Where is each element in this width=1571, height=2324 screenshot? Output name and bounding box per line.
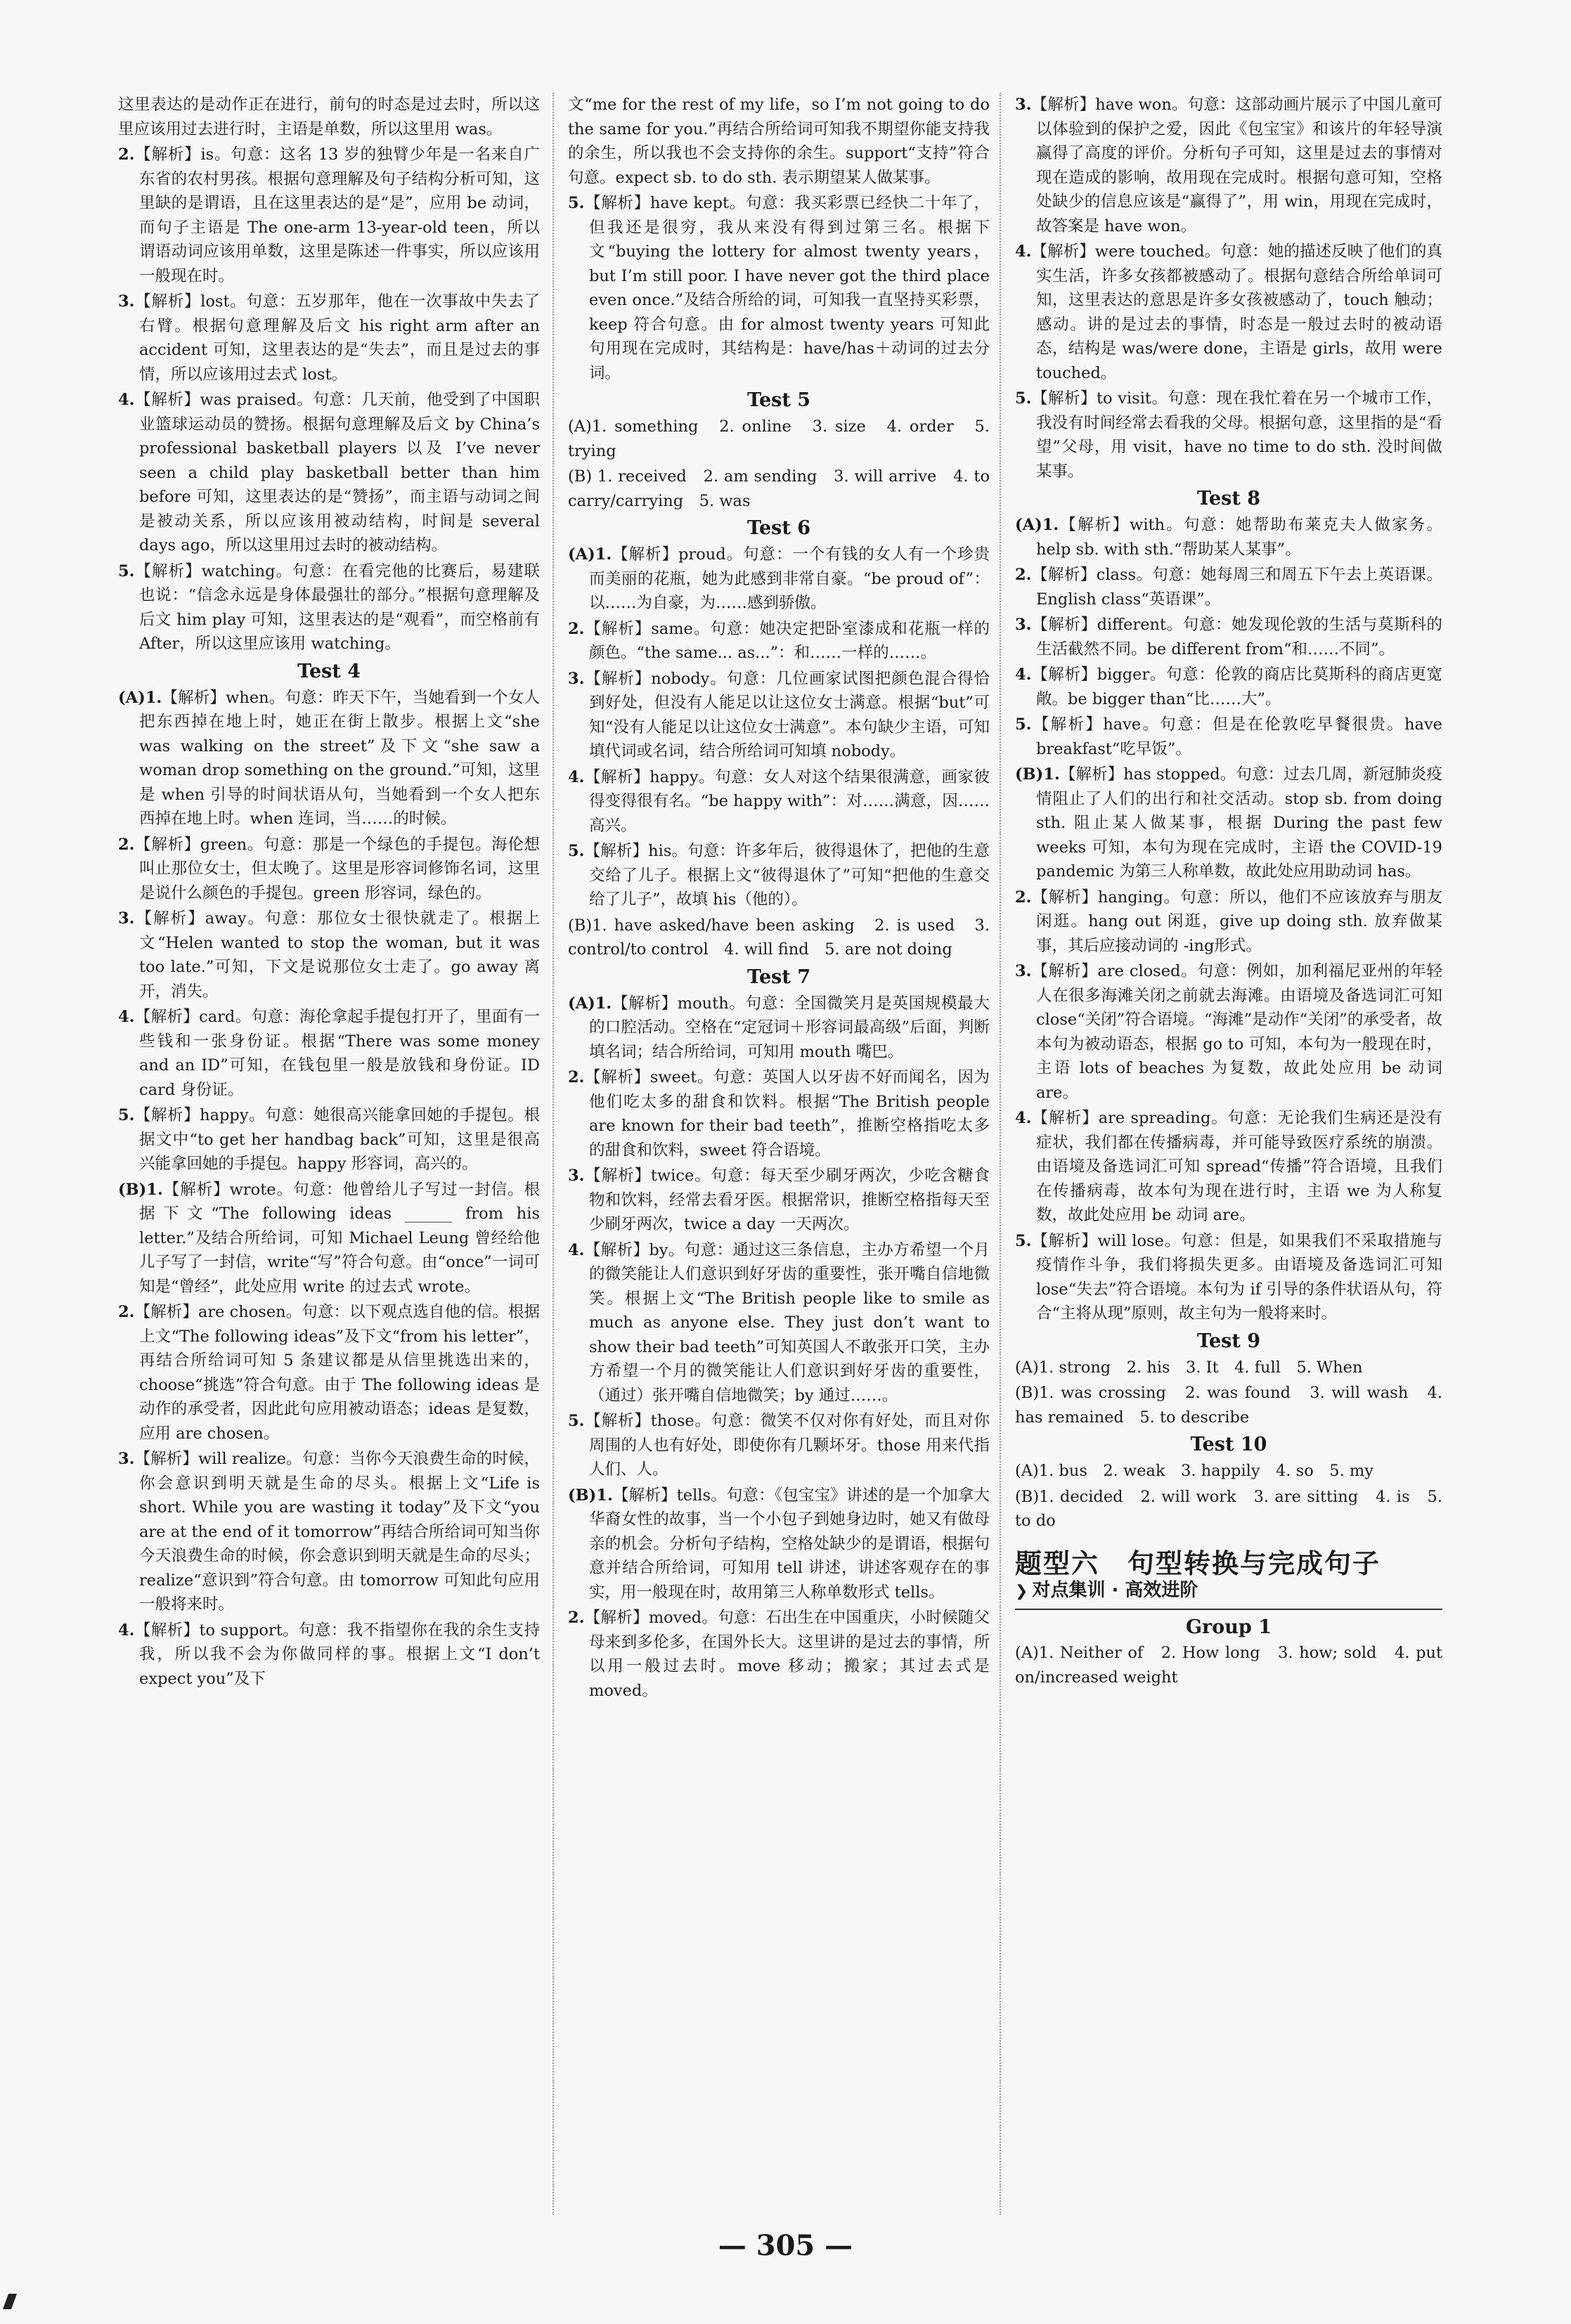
item-text: 【解析】with。句意：她帮助布莱克夫人做家务。help sb. with sth.“帮助某人某事”。 xyxy=(1036,516,1442,559)
answer-item xyxy=(118,1300,540,1446)
item-number: 4. xyxy=(568,767,585,786)
item-number: 5. xyxy=(1015,715,1032,734)
answer-item xyxy=(1015,240,1442,385)
answer-item xyxy=(568,1065,990,1162)
item-text: 【解析】happy。句意：她很高兴能拿回她的手提包。根据文中“to get her handbag back”可知，这里是很高兴能拿回她的手提包。happy 形容词，高兴的。 xyxy=(134,1106,540,1173)
answer-item xyxy=(118,93,540,141)
test-heading: Test 8 xyxy=(1196,488,1261,509)
item-number: (B)1. xyxy=(1015,765,1060,784)
item-text: 【解析】proud。句意：一个有钱的女人有一个珍贵而美丽的花瓶，她为此感到非常自豪。“be proud of”：以……为自豪，为……感到骄傲。 xyxy=(589,545,990,612)
item-number: 3. xyxy=(568,669,585,688)
item-text: 【解析】was praised。句意：几天前，他受到了中国职业篮球运动员的赞扬。根据句意理解及后文 by China’s professional basketball players 以及 I’ve never seen a child play basketball better than him before 可知，这里表达的是“赞扬”，而主语与动词之间是被动关系，所以应该用被动结构，时间是 several days ago，所以这里用过去时的被动结构。 xyxy=(134,391,540,554)
item-number: 5. xyxy=(568,842,585,860)
item-number: 2. xyxy=(568,1609,585,1627)
item-number: (A)1. xyxy=(568,545,612,564)
item-text: (B)1. have asked/have been asking 2. is used 3. control/to control 4. will find 5. are not doing xyxy=(568,916,990,959)
item-text: 【解析】green。句意：那是一个绿色的手提包。海伦想叫止那位女士，但太晚了。这里是形容词修饰名词，这里是说什么颜色的手提包。green 形容词，绿色的。 xyxy=(134,835,540,902)
answer-item xyxy=(1015,713,1442,761)
item-text: (B) 1. received 2. am sending 3. will arrive 4. to carry/carrying 5. was xyxy=(568,467,990,510)
answer-item xyxy=(118,1178,540,1299)
item-number: 4. xyxy=(1015,242,1032,261)
item-text: 【解析】same。句意：她决定把卧室漆成和花瓶一样的颜色。“the same... as...”：和……一样的……。 xyxy=(584,619,990,662)
item-text: 【解析】mouth。句意：全国微笑月是英国规模最大的口腔活动。空格在“定冠词＋形容词最高级”后面，判断填名词；结合所给词，可知用 mouth 嘴巴。 xyxy=(589,994,990,1061)
item-number: (A)1. xyxy=(568,994,612,1013)
item-text: 【解析】lost。句意：五岁那年，他在一次事故中失去了右臂。根据句意理解及后文 his right arm after an accident 可知，这里表达的是“失去”，而且是过去的事情，所以应该用过去式 lost。 xyxy=(134,292,540,384)
answer-item xyxy=(568,1484,990,1605)
answer-item xyxy=(118,559,540,656)
test-heading: Test 9 xyxy=(1196,1330,1261,1352)
item-text: 【解析】happy。句意：女人对这个结果很满意，画家彼得变得很有名。“be happy with”：对……满意，因……高兴。 xyxy=(584,767,990,835)
answer-item xyxy=(118,290,540,387)
item-number: 2. xyxy=(1015,566,1032,584)
answer-line: (A)1. Neither of 2. How long 3. how; sold 4. put on/increased weight xyxy=(1015,1644,1442,1687)
test-heading: Test 10 xyxy=(1190,1434,1267,1455)
answer-item xyxy=(118,388,540,558)
answer-item xyxy=(568,1238,990,1408)
item-number: 5. xyxy=(568,194,585,212)
item-number: 4. xyxy=(118,1621,135,1640)
item-number: 5. xyxy=(118,1106,135,1124)
item-text: 【解析】bigger。句意：伦敦的商店比莫斯科的商店更宽敞。be bigger than“比……大”。 xyxy=(1031,666,1442,708)
answer-item xyxy=(118,1005,540,1102)
answer-item xyxy=(568,1606,990,1703)
item-text: 【解析】are chosen。句意：以下观点选自他的信。根据上文“The following ideas”及下文“from his letter”，再结合所给词可知 5 条建议都是从信里挑选出来的，choose“挑选”符合句意。由于 The following ideas 是动作的承受者，因此此句应用被动语态；ideas 是复数，应用 are chosen。 xyxy=(134,1303,540,1443)
item-number: 3. xyxy=(1015,96,1032,114)
answer-item xyxy=(568,1164,990,1237)
answer-item xyxy=(568,1409,990,1482)
item-text: 【解析】sweet。句意：英国人以牙齿不好而闻名，因为他们吃太多的甜食和饮料。根据“The British people are known for their bad teeth”，推断空格指吃太多的甜食和饮料，sweet 符合语境。 xyxy=(584,1068,990,1160)
item-number: 3. xyxy=(118,909,135,928)
item-text: 【解析】has stopped。句意：过去几周，新冠肺炎疫情阻止了人们的出行和社交活动。stop sb. from doing sth. 阻止某人做某事，根据 During the past few weeks 可知，本句为现在完成时，主语 the COVID-19 pandemic 为第三人称单数，故此处应用助动词 has。 xyxy=(1036,765,1442,881)
column-divider xyxy=(552,93,554,2215)
chevron-right-icon: ❯ xyxy=(1015,1583,1028,1600)
item-text: (A)1. something 2. online 3. size 4. order 5. trying xyxy=(568,417,990,460)
answer-item xyxy=(1015,1459,1442,1484)
item-number: 2. xyxy=(118,835,135,854)
item-number: 5. xyxy=(568,1412,585,1430)
item-number: 4. xyxy=(568,1240,585,1259)
item-text: 【解析】by。句意：通过这三条信息，主办方希望一个月的微笑能让人们意识到好牙齿的重要性，张开嘴自信地微笑。根据上文“The British people like to smile as much as anyone else. They just don’t want to show their bad teeth”可知英国人不敢张开口笑，主办方希望一个月的微笑能让人们意识到好牙齿的重要性，（通过）张开嘴自信地微笑；by 通过……。 xyxy=(584,1240,990,1405)
item-number: 4. xyxy=(118,1008,135,1026)
item-text: 【解析】to support。句意：我不指望你在我的余生支持我，所以我不会为你做同样的事。根据上文“I don’t expect you”及下 xyxy=(134,1621,540,1688)
answer-item xyxy=(118,1447,540,1617)
test-heading: Test 5 xyxy=(746,389,811,411)
answer-item xyxy=(1015,959,1442,1105)
item-text: 【解析】watching。句意：在看完他的比赛后，易建联也说：“信念永远是身体最强壮的部分。”根据句意理解及后文 him play 可知，这里表达的是“观看”，而空格前有 After，所以这里应该用 watching。 xyxy=(134,561,540,653)
item-number: (A)1. xyxy=(118,688,162,707)
section-subtitle-text: 对点集训 · 高效进阶 xyxy=(1032,1580,1198,1601)
answer-item xyxy=(1015,885,1442,959)
item-text: 【解析】hanging。句意：所以，他们不应该放弃与朋友闲逛。hang out 闲逛，give up doing sth. 放弃做某事，其后应接动词的 -ing形式。 xyxy=(1031,888,1442,955)
item-text: (A)1. bus 2. weak 3. happily 4. so 5. my xyxy=(1015,1462,1373,1480)
answer-item xyxy=(118,1103,540,1176)
item-number: 2. xyxy=(118,1303,135,1321)
item-text: 【解析】were touched。句意：她的描述反映了他们的真实生活，许多女孩都被感动了。根据句意结合所给单词可知，这里表达的意思是许多女孩被感动了，touch 触动；感动。讲的是过去的事情，时态是一般过去时的被动语态，结构是 was/were done，主语是 girls，故用 were touched。 xyxy=(1031,242,1442,382)
answer-item xyxy=(568,93,990,190)
answer-item xyxy=(568,667,990,764)
answer-item xyxy=(568,765,990,838)
item-text: 【解析】have won。句意：这部动画片展示了中国儿童可以体验到的保护之爱，因此《包宝宝》和该片的年轻导演赢得了高度的评价。分析句子可知，这里是过去的事情对现在造成的影响，故用现在完成时。根据句意可知，空格处缺少的信息应该是“赢得了”，用 win，用现在完成时，故答案是 have won。 xyxy=(1031,96,1442,235)
item-text: 【解析】moved。句意：石出生在中国重庆，小时候随父母来到多伦多，在国外长大。这里讲的是过去的事情，所以用一般过去时。move 移动；搬家；其过去式是 moved。 xyxy=(584,1609,990,1700)
answer-item xyxy=(1015,513,1442,561)
item-text: 【解析】will lose。句意：但是，如果我们不采取措施与疫情作斗争，我们将损失更多。由语境及备选词汇可知 lose“失去”符合语境。本句为 if 引导的条件状语从句，符合“主将从现”原则，故主句为一般将来时。 xyxy=(1031,1231,1442,1323)
item-text: 【解析】those。句意：微笑不仅对你有好处，而且对你周围的人也有好处，即使你有几颗坏牙。those 用来代指人们、人。 xyxy=(584,1412,990,1479)
item-number: 3. xyxy=(1015,962,1032,980)
item-number: 2. xyxy=(568,619,585,638)
answer-item xyxy=(1015,1381,1442,1429)
answer-item xyxy=(1015,1485,1442,1533)
test-heading: Test 6 xyxy=(746,517,811,539)
item-text: 【解析】have kept。句意：我买彩票已经快二十年了，但我还是很穷，我从来没有得到过第三名。根据下文“buying the lottery for almost twenty years，but I’m still poor. I have never got the third place even once.”及结合所给的词，可知我一直坚持买彩票，keep 符合句意。由 for almost twenty years 可知此句用现在完成时，其结构是：have/has＋动词的过去分词。 xyxy=(584,194,990,382)
group-heading: Group 1 xyxy=(1186,1616,1272,1638)
answer-item xyxy=(118,907,540,1004)
item-text: 文“me for the rest of my life，so I’m not going to do the same for you.”再结合所给词可知我不期望你能支持我的余生，所以我也不会支持你的余生。support“支持”符合句意。expect sb. to do sth. 表示期望某人做某事。 xyxy=(568,96,990,187)
item-text: 这里表达的是动作正在进行，前句的时态是过去时，所以这里应该用过去进行时，主语是单数，所以这里用 was。 xyxy=(118,96,540,138)
answer-item xyxy=(1015,613,1442,661)
item-number: 5. xyxy=(1015,389,1032,408)
answer-item xyxy=(568,415,990,463)
item-text: 【解析】his。句意：许多年后，彼得退休了，把他的生意交给了儿子。根据上文“彼得退休了”可知“把他的生意交给了儿子”，故填 his（他的）。 xyxy=(584,842,990,909)
column-right xyxy=(1015,93,1442,1691)
item-number: 4. xyxy=(1015,666,1032,684)
answer-item xyxy=(1015,563,1442,611)
page-number: — 305 — xyxy=(718,2229,853,2262)
item-text: 【解析】wrote。句意：他曾给儿子写过一封信。根据下文“The following ideas ______ from his letter.”及结合所给词，可知 Michael Leung 曾经给他儿子写了一封信，write“写”符合句意。由“once”一词可知是“曾经”，此处应用 write 的过去式 wrote。 xyxy=(139,1180,540,1296)
item-text: 【解析】tells。句意：《包宝宝》讲述的是一个加拿大华裔女性的故事，当一个小包子到她身边时，她又有做母亲的机会。分析句子结构，空格处缺少的是谓语，根据句意并结合所给词，可知用 tell 讲述，讲述客观存在的事实，用一般现在时，故用第三人称单数形式 tells。 xyxy=(589,1486,990,1602)
item-text: 【解析】have。句意：但是在伦敦吃早餐很贵。have breakfast“吃早饭”。 xyxy=(1031,715,1442,758)
section-title: 题型六 句型转换与完成句子 xyxy=(1015,1547,1381,1579)
answer-item xyxy=(1015,762,1442,884)
item-text: 【解析】when。句意：昨天下午，当她看到一个女人把东西掉在地上时，她正在街上散步。根据上文“she was walking on the street”及下文“she saw a woman drop something on the ground.”可知，这里是 when 引导的时间状语从句，当她看到一个女人把东西掉在地上时。when 连词，当……的时候。 xyxy=(139,688,540,828)
answer-item xyxy=(118,1618,540,1692)
item-text: 【解析】away。句意：那位女士很快就走了。根据上文“Helen wanted to stop the woman, but it was too late.”可知，下文是说那位女士走了。go away 离开，消失。 xyxy=(134,909,540,1001)
answer-item xyxy=(1015,1356,1442,1380)
item-number: 3. xyxy=(118,292,135,311)
item-text: 【解析】class。句意：她每周三和周五下午去上英语课。English class“英语课”。 xyxy=(1031,566,1442,609)
answer-item xyxy=(1015,387,1442,483)
answer-item xyxy=(118,833,540,906)
answer-item xyxy=(1015,93,1442,238)
item-number: 3. xyxy=(1015,616,1032,634)
answer-item xyxy=(568,914,990,962)
item-text: (A)1. strong 2. his 3. It 4. full 5. When xyxy=(1015,1358,1363,1377)
item-number: (A)1. xyxy=(1015,516,1059,534)
item-text: 【解析】is。句意：这名 13 岁的独臂少年是一名来自广东省的农村男孩。根据句意理解及句子结构分析可知，这里缺的是谓语，且在这里表达的是“是”，应用 be 动词，而句子主语是 The one-arm 13-year-old teen，所以谓语动词应该用单数，这里是陈述一件事实，所以应该用一般现在时。 xyxy=(134,145,540,285)
item-number: 2. xyxy=(568,1068,585,1086)
item-number: 4. xyxy=(118,391,135,409)
item-text: 【解析】are closed。句意：例如，加利福尼亚州的年轻人在很多海滩关闭之前就去海滩。由语境及备选词汇可知 close“关闭”符合语境。“海滩”是动作“关闭”的承受者，故本句为被动语态，根据 go to 可知，本句为一般现在时，主语 lots of beaches 为复数，故此处应用 be 动词 are。 xyxy=(1031,962,1442,1102)
item-text: 【解析】will realize。句意：当你今天浪费生命的时候，你会意识到明天就是生命的尽头。根据上文“Life is short. While you are wasting it today”及下文“you are at the end of it tomorrow”再结合所给词可知当你今天浪费生命的时候，你会意识到明天就是生命的尽头；realize“意识到”符合句意。由 tomorrow 可知此句应用一般将来时。 xyxy=(134,1450,540,1614)
column-divider xyxy=(1000,93,1001,2215)
item-number: (B)1. xyxy=(568,1486,613,1505)
item-text: (B)1. was crossing 2. was found 3. will wash 4. has remained 5. to describe xyxy=(1015,1384,1442,1427)
item-number: (B)1. xyxy=(118,1180,163,1199)
answer-item xyxy=(568,543,990,616)
item-text: 【解析】nobody。句意：几位画家试图把颜色混合得恰到好处，但没有人能足以让这位女士满意。根据“but”可知“没有人能足以让这位女士满意”。本句缺少主语，可知填代词或名词，结合所给词可知填 nobody。 xyxy=(584,669,990,760)
answer-item xyxy=(1015,1106,1442,1228)
item-number: 2. xyxy=(1015,888,1032,907)
item-text: 【解析】different。句意：她发现伦敦的生活与莫斯科的生活截然不同。be different from“和……不同”。 xyxy=(1031,616,1442,658)
column-middle xyxy=(568,93,990,1704)
section-subtitle xyxy=(1015,1578,1442,1610)
item-text: 【解析】twice。句意：每天至少刷牙两次，少吃含糖食物和饮料，经常去看牙医。根据常识，推断空格指每天至少刷牙两次，twice a day 一天两次。 xyxy=(584,1167,990,1233)
answer-item xyxy=(1015,1229,1442,1326)
item-number: 5. xyxy=(1015,1231,1032,1250)
corner-mark xyxy=(3,2294,17,2309)
answer-item xyxy=(118,143,540,288)
answer-item xyxy=(1015,663,1442,711)
answer-item xyxy=(568,191,990,385)
answer-item xyxy=(568,465,990,513)
item-number: 5. xyxy=(118,561,135,580)
answer-item xyxy=(568,992,990,1065)
answer-item xyxy=(568,839,990,912)
item-number: 3. xyxy=(118,1450,135,1468)
item-text: (B)1. decided 2. will work 3. are sitting 4. is 5. to do xyxy=(1015,1487,1442,1530)
test-heading: Test 7 xyxy=(746,966,811,988)
item-number: 2. xyxy=(118,145,135,164)
column-left xyxy=(118,93,540,1692)
item-text: 【解析】card。句意：海伦拿起手提包打开了，里面有一些钱和一张身份证。根据“There was some money and an ID”可知，在钱包里一般是放钱和身份证。ID card 身份证。 xyxy=(134,1008,540,1099)
answer-item xyxy=(118,686,540,831)
item-number: 3. xyxy=(568,1167,585,1185)
item-text: 【解析】to visit。句意：现在我忙着在另一个城市工作，我没有时间经常去看我的父母。根据句意，这里指的是“看望”父母，用 visit，have no time to do sth. 没时间做某事。 xyxy=(1031,389,1442,481)
answer-item xyxy=(568,617,990,666)
test-heading: Test 4 xyxy=(297,660,361,682)
item-number: 4. xyxy=(1015,1109,1032,1127)
item-text: 【解析】are spreading。句意：无论我们生病还是没有症状，我们都在传播病毒，并可能导致医疗系统的崩溃。由语境及备选词汇可知 spread“传播”符合语境，且我们在传播病毒，故本句为现在进行时，主语 we 为人称复数，故此处应用 be 动词 are。 xyxy=(1031,1109,1442,1224)
